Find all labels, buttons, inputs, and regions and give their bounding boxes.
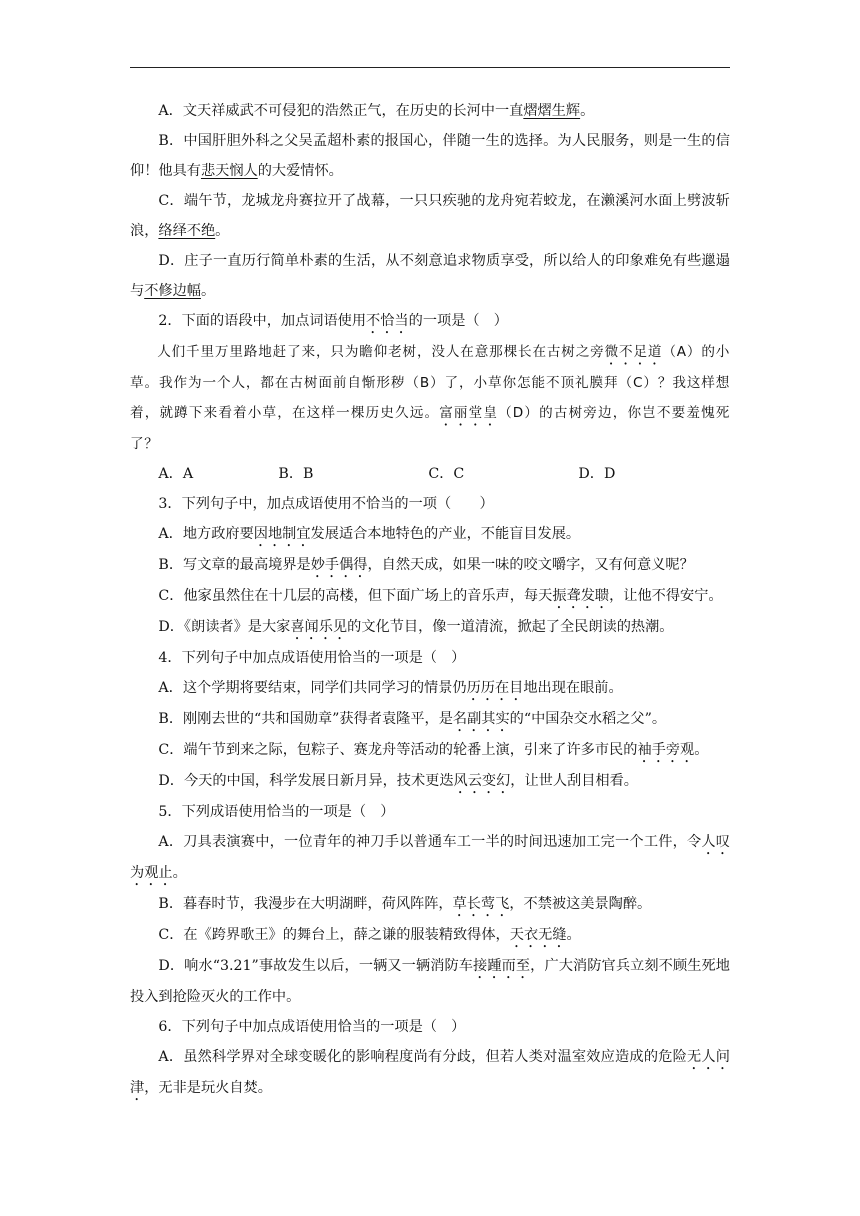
q2-stem: 2．下面的语段中，加点词语使用不恰当的一项是（ ） bbox=[158, 313, 508, 329]
q4-stem: 4．下列句子中加点成语使用恰当的一项是（ ） bbox=[158, 650, 466, 666]
q3-option-d: D．《朗读者》是大家喜闻乐见的文化节目，像一道清流，掀起了全民朗读的热潮。 bbox=[158, 619, 674, 635]
q6-option-a: A．虽然科学界对全球变暖化的影响程度尚有分歧，但若人类对温室效应造成的危险无人问津，无非是玩火自焚。 bbox=[130, 1049, 730, 1096]
q5-option-b: B．暮春时节，我漫步在大明湖畔，荷风阵阵，草长莺飞，不禁被这美景陶醉。 bbox=[158, 896, 652, 912]
underlined-idiom: 不修边幅 bbox=[144, 283, 201, 299]
q2-option: A．A bbox=[158, 466, 194, 482]
q3-stem: 3．下列句子中，加点成语使用不恰当的一项（ ） bbox=[158, 496, 494, 512]
dotted-idiom: 喜闻乐见 bbox=[290, 619, 348, 635]
q4-option-c: C．端午节到来之际，包粽子、赛龙舟等活动的轮番上演，引来了许多市民的袖手旁观。 bbox=[158, 742, 709, 758]
q2-option: D．D bbox=[578, 466, 616, 482]
underlined-idiom: 熠熠生辉 bbox=[523, 103, 581, 119]
q5-stem: 5．下列成语使用恰当的一项是（ ） bbox=[158, 804, 395, 820]
dotted-word: 微不足道 bbox=[604, 344, 663, 360]
dotted-idiom: 人叹为观止 bbox=[130, 834, 730, 881]
dotted-idiom: 天衣无缝 bbox=[509, 927, 567, 943]
dotted-idiom: 接踵而至 bbox=[473, 958, 531, 974]
dotted-idiom: 因地制宜 bbox=[253, 526, 311, 542]
q4-option-a: A．这个学期将要结束，同学们共同学习的情景仍历历在目地出现在眼前。 bbox=[158, 680, 623, 696]
q2-option: B．B bbox=[278, 466, 314, 482]
dotted-idiom: 袖手旁观 bbox=[637, 742, 695, 758]
dotted-idiom: 妙手偶得 bbox=[310, 557, 368, 573]
q1-option-b: B．中国肝胆外科之父吴孟超朴素的报国心，伴随一生的选择。为人民服务，则是一生的信仰！他具有悲天悯人的大爱情怀。 bbox=[130, 133, 730, 179]
q3-option-c: C．他家虽然住在十几层的高楼，但下面广场上的音乐声，每天振聋发聩，让他不得安宁。 bbox=[158, 588, 723, 604]
q5-option-c: C．在《跨界歌王》的舞台上，薛之谦的服装精致得体，天衣无缝。 bbox=[158, 927, 581, 943]
q3-option-b: B．写文章的最高境界是妙手偶得，自然天成，如果一味的咬文嚼字，又有何意义呢？ bbox=[158, 557, 694, 573]
q2-passage: 人们千里万里路地赶了来，只为瞻仰老树，没人在意那棵长在古树之旁微不足道（A）的小草。我作为一个人，都在古树面前自惭形秽（B）了，小草你怎能不顶礼膜拜（C）？我这样想着，就蹲下来看着小草，在这样一棵历史久远。富丽堂皇（D）的古树旁边，你岂不要羞愧死了？ bbox=[130, 344, 730, 452]
dotted-idiom: 无人问津 bbox=[130, 1049, 730, 1096]
q1-option-c: C．端午节，龙城龙舟赛拉开了战幕，一只只疾驰的龙舟宛若蛟龙，在濑溪河水面上劈波斩浪，络绎不绝。 bbox=[130, 193, 730, 239]
underlined-idiom: 络绎不绝 bbox=[158, 223, 216, 239]
underlined-idiom: 悲天悯人 bbox=[200, 163, 258, 179]
dotted-idiom: 风云变幻 bbox=[453, 773, 511, 789]
q5-option-a: A．刀具表演赛中，一位青年的神刀手以普通车工一半的时间迅速加工完一个工件，令人叹为观止。 bbox=[130, 834, 730, 881]
q1-option-a: A．文天祥威武不可侵犯的浩然正气，在历史的长河中一直熠熠生辉。 bbox=[158, 103, 595, 119]
dotted-word: 富丽堂皇 bbox=[439, 405, 499, 421]
header-rule bbox=[130, 67, 730, 68]
q6-stem: 6．下列句子中加点成语使用恰当的一项是（ ） bbox=[158, 1019, 466, 1035]
dotted-word: 不恰当 bbox=[366, 313, 409, 329]
dotted-idiom: 名副其实 bbox=[452, 711, 510, 727]
q3-option-a: A．地方政府要因地制宜发展适合本地特色的产业，不能盲目发展。 bbox=[158, 526, 581, 542]
q5-option-d: D．响水“3.21”事故发生以后，一辆又一辆消防车接踵而至，广大消防官兵立刻不顾生死地投入到抢险灭火的工作中。 bbox=[130, 958, 730, 1005]
q4-option-d: D．今天的中国，科学发展日新月异，技术更迭风云变幻，让世人刮目相看。 bbox=[158, 773, 638, 789]
dotted-idiom: 草长莺飞 bbox=[452, 896, 510, 912]
q4-option-b: B．刚刚去世的“共和国勋章”获得者袁隆平，是名副其实的“中国杂交水稻之父”。 bbox=[158, 711, 667, 727]
dotted-idiom: 历历在目 bbox=[466, 680, 524, 696]
dotted-idiom: 振聋发聩 bbox=[552, 588, 610, 604]
q1-option-d: D．庄子一直历行简单朴素的生活，从不刻意追求物质享受，所以给人的印象难免有些邋遢与不修边幅。 bbox=[130, 253, 730, 299]
document-body bbox=[130, 96, 730, 1104]
q2-option: C．C bbox=[428, 466, 465, 482]
q2-options bbox=[130, 459, 730, 489]
